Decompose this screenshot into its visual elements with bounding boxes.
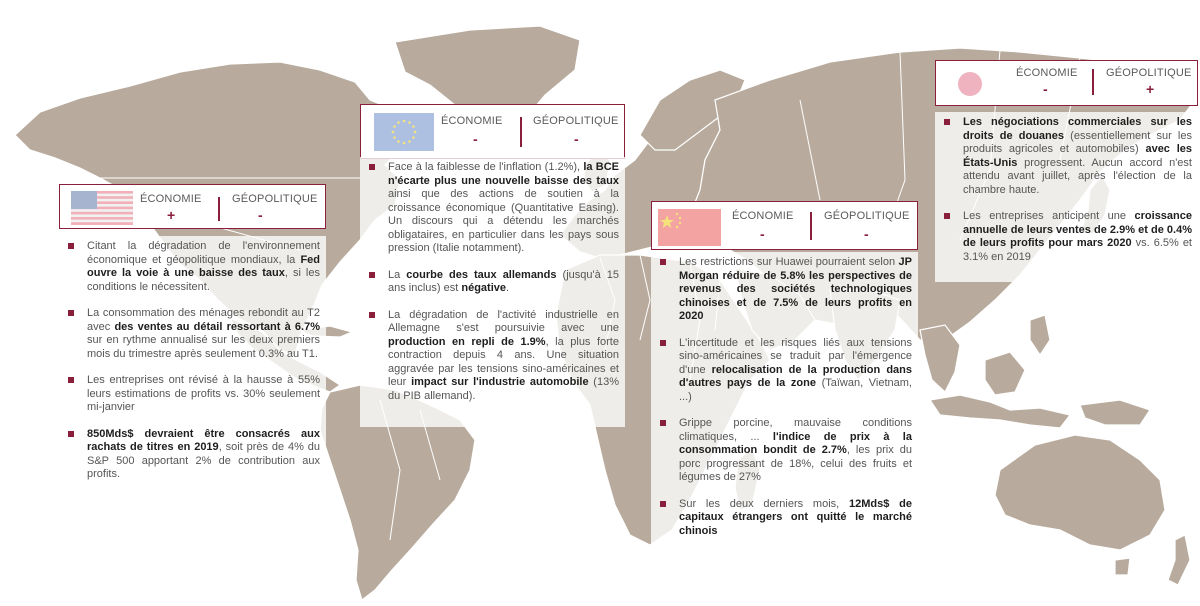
bullet-square-icon <box>660 501 666 507</box>
japan-header-box <box>935 60 1198 106</box>
china-geopolitics-sign: - <box>864 226 869 242</box>
japan-geopolitics-sign: + <box>1146 81 1155 97</box>
indonesia <box>930 395 1070 428</box>
bullet-item <box>65 428 320 482</box>
bullet-square-icon <box>68 310 74 316</box>
bullet-text: (jusqu'à 15 ans inclus) est <box>388 268 620 294</box>
bullet-item <box>941 210 1192 264</box>
japan-economy-sign: - <box>1043 81 1048 97</box>
bullet-item <box>657 337 912 405</box>
usa-economy-sign: + <box>167 207 176 223</box>
japan-geopolitics-label: GÉOPOLITIQUE <box>1106 67 1192 79</box>
usa-separator <box>218 197 220 221</box>
bullet-text-bold: Fed ouvre la voie à une baisse des taux <box>87 253 320 279</box>
eu-panel <box>360 157 625 427</box>
usa-geopolitics-label: GÉOPOLITIQUE <box>232 193 318 205</box>
bullet-text: ainsi que des actions de soutien à la croissance économique (Quantitative Easing). Un discours qui a détendu les marchés obligataires, en particulier dans les pays sous pression (Italie notamment). <box>388 188 619 254</box>
bullet-text: Les entreprises anticipent une <box>963 210 1135 222</box>
bullet-square-icon <box>369 272 375 278</box>
bullet-item <box>366 309 619 404</box>
bullet-text-bold: relocalisation de la production dans d'autres pays de la zone <box>679 363 912 389</box>
eu-geopolitics-label: GÉOPOLITIQUE <box>533 115 619 127</box>
southeast-asia <box>920 325 960 392</box>
bullet-text-bold: l'indice de prix à la consommation bondit de 2.7% <box>679 430 912 456</box>
tasmania <box>1115 558 1130 575</box>
eu-separator <box>520 117 522 147</box>
china-geopolitics-label: GÉOPOLITIQUE <box>824 210 910 222</box>
bullet-text-bold: 850Mds$ devraient être consacrés aux rachats de titres en 2019 <box>87 427 320 453</box>
new-zealand <box>1168 535 1190 585</box>
bullet-square-icon <box>944 119 950 125</box>
bullet-text: Sur les deux derniers mois, <box>679 497 850 510</box>
australia <box>995 435 1165 550</box>
bullet-square-icon <box>369 312 375 318</box>
bullet-text: , la plus forte contraction depuis 4 ans. Une situation aggravée par les tensions sino-américaines et leur <box>388 335 619 388</box>
bullet-text-bold: JP Morgan réduire de 5.8% les perspectives de revenus des sociétés technologiques chinoises et de 7.5% de leurs profits en 2020 <box>679 256 912 322</box>
bullet-item <box>657 417 912 485</box>
bullet-square-icon <box>660 420 666 426</box>
bullet-text-bold: des ventes au détail ressortant à 6.7% <box>114 320 320 333</box>
bullet-text: , soit près de 4% du S&P 500 apportant 2% de contribution aux profits. <box>87 441 320 480</box>
bullet-square-icon <box>660 340 666 346</box>
japan-panel <box>935 112 1198 282</box>
bullet-text: Les entreprises ont révisé à la hausse à 55% leurs estimations de profits vs. 30% seulement mi-janvier <box>87 374 320 413</box>
bullet-text-bold: courbe des taux allemands <box>406 268 557 281</box>
usa-geopolitics-sign: - <box>258 207 263 223</box>
usa-panel <box>59 236 326 521</box>
bullet-text: Grippe porcine, mauvaise conditions climatiques, ... <box>679 417 912 443</box>
bullet-text-bold: impact sur l'industrie automobile <box>411 376 589 388</box>
china-economy-sign: - <box>760 226 765 242</box>
china-economy-label: ÉCONOMIE <box>732 210 794 222</box>
bullet-square-icon <box>944 213 950 219</box>
bullet-text: Citant la dégradation de l'environnement économique et géopolitique mondiaux, la <box>87 240 320 266</box>
philippines <box>1030 315 1050 355</box>
bullet-text: Face à la faiblesse de l'inflation (1.2%), <box>388 161 584 173</box>
china-flag-icon <box>658 209 721 246</box>
eu-economy-sign: - <box>473 131 478 147</box>
bullet-text: La dégradation de l'activité industrielle en Allemagne s'est poursuivie avec une <box>388 308 619 334</box>
bullet-text: progressent. Aucun accord n'est attendu avant juillet, après l'élection de la chambre haute. <box>963 156 1192 196</box>
bullet-text-bold: 12Mds$ de capitaux étrangers ont quitté le marché chinois <box>679 497 912 537</box>
eu-header-box <box>360 104 625 159</box>
borneo <box>985 352 1025 395</box>
china-header-box <box>651 201 918 250</box>
bullet-square-icon <box>660 259 666 265</box>
china-panel <box>651 252 918 587</box>
japan-economy-label: ÉCONOMIE <box>1016 67 1078 79</box>
new-guinea <box>1080 400 1150 425</box>
bullet-text: vs. 6.5% et 3.1% en 2019 <box>963 237 1192 263</box>
bullet-item <box>657 498 912 539</box>
china-separator <box>810 212 812 240</box>
bullet-text: Les restrictions sur Huawei pourraient selon <box>679 256 899 268</box>
bullet-square-icon <box>68 377 74 383</box>
bullet-text: , les prix du porc progressant de 18%, celui des fruits et légumes de 27% <box>679 444 912 483</box>
bullet-text-bold: avec les États-Unis <box>963 143 1192 169</box>
bullet-text-bold: la BCE n'écarte plus une nouvelle baisse des taux <box>388 161 619 187</box>
bullet-text-bold: croissance annuelle de leurs ventes de 2.9% et de 0.4% de leurs profits pour mars 2020 <box>963 210 1192 249</box>
bullet-text: (essentiellement sur les produits agricoles et automobiles) <box>963 129 1192 155</box>
bullet-item <box>65 307 320 361</box>
bullet-text-bold: production en repli de 1.9% <box>388 335 546 348</box>
eu-economy-label: ÉCONOMIE <box>441 115 503 127</box>
bullet-text: , si les conditions le nécessitent. <box>87 267 320 293</box>
bullet-text: La <box>388 268 407 281</box>
bullet-item <box>941 116 1192 197</box>
bullet-text: L'incertitude et les risques liés aux tensions sino-américaines se traduit par l'émergence d'une <box>679 336 912 376</box>
bullet-text: . <box>506 282 510 294</box>
bullet-text: (13% du PIB allemand). <box>388 376 619 402</box>
bullet-square-icon <box>369 164 375 170</box>
bullet-text: sur en rythme annualisé sur les deux premiers mois du trimestre après seulement 0.3% au T1. <box>87 334 320 360</box>
bullet-square-icon <box>68 431 74 437</box>
bullet-text: La consommation des ménages rebondit au T2 avec <box>87 307 320 333</box>
bullet-item <box>366 161 619 256</box>
bullet-text-bold: Les négociations commerciales sur les droits de douanes <box>963 116 1192 142</box>
bullet-item <box>65 374 320 415</box>
japan-flag-icon <box>939 66 1001 102</box>
usa-header-box <box>59 184 326 229</box>
bullet-item <box>657 256 912 324</box>
japan-separator <box>1092 69 1094 95</box>
eu-flag-icon <box>374 113 434 151</box>
usa-economy-label: ÉCONOMIE <box>140 193 202 205</box>
bullet-text-bold: négative <box>461 282 507 294</box>
bullet-text: (Taïwan, Vietnam, ...) <box>679 377 912 403</box>
eu-geopolitics-sign: - <box>574 131 579 147</box>
usa-flag-icon <box>71 191 133 225</box>
bullet-square-icon <box>68 243 74 249</box>
bullet-item <box>366 269 619 296</box>
bullet-item <box>65 240 320 294</box>
